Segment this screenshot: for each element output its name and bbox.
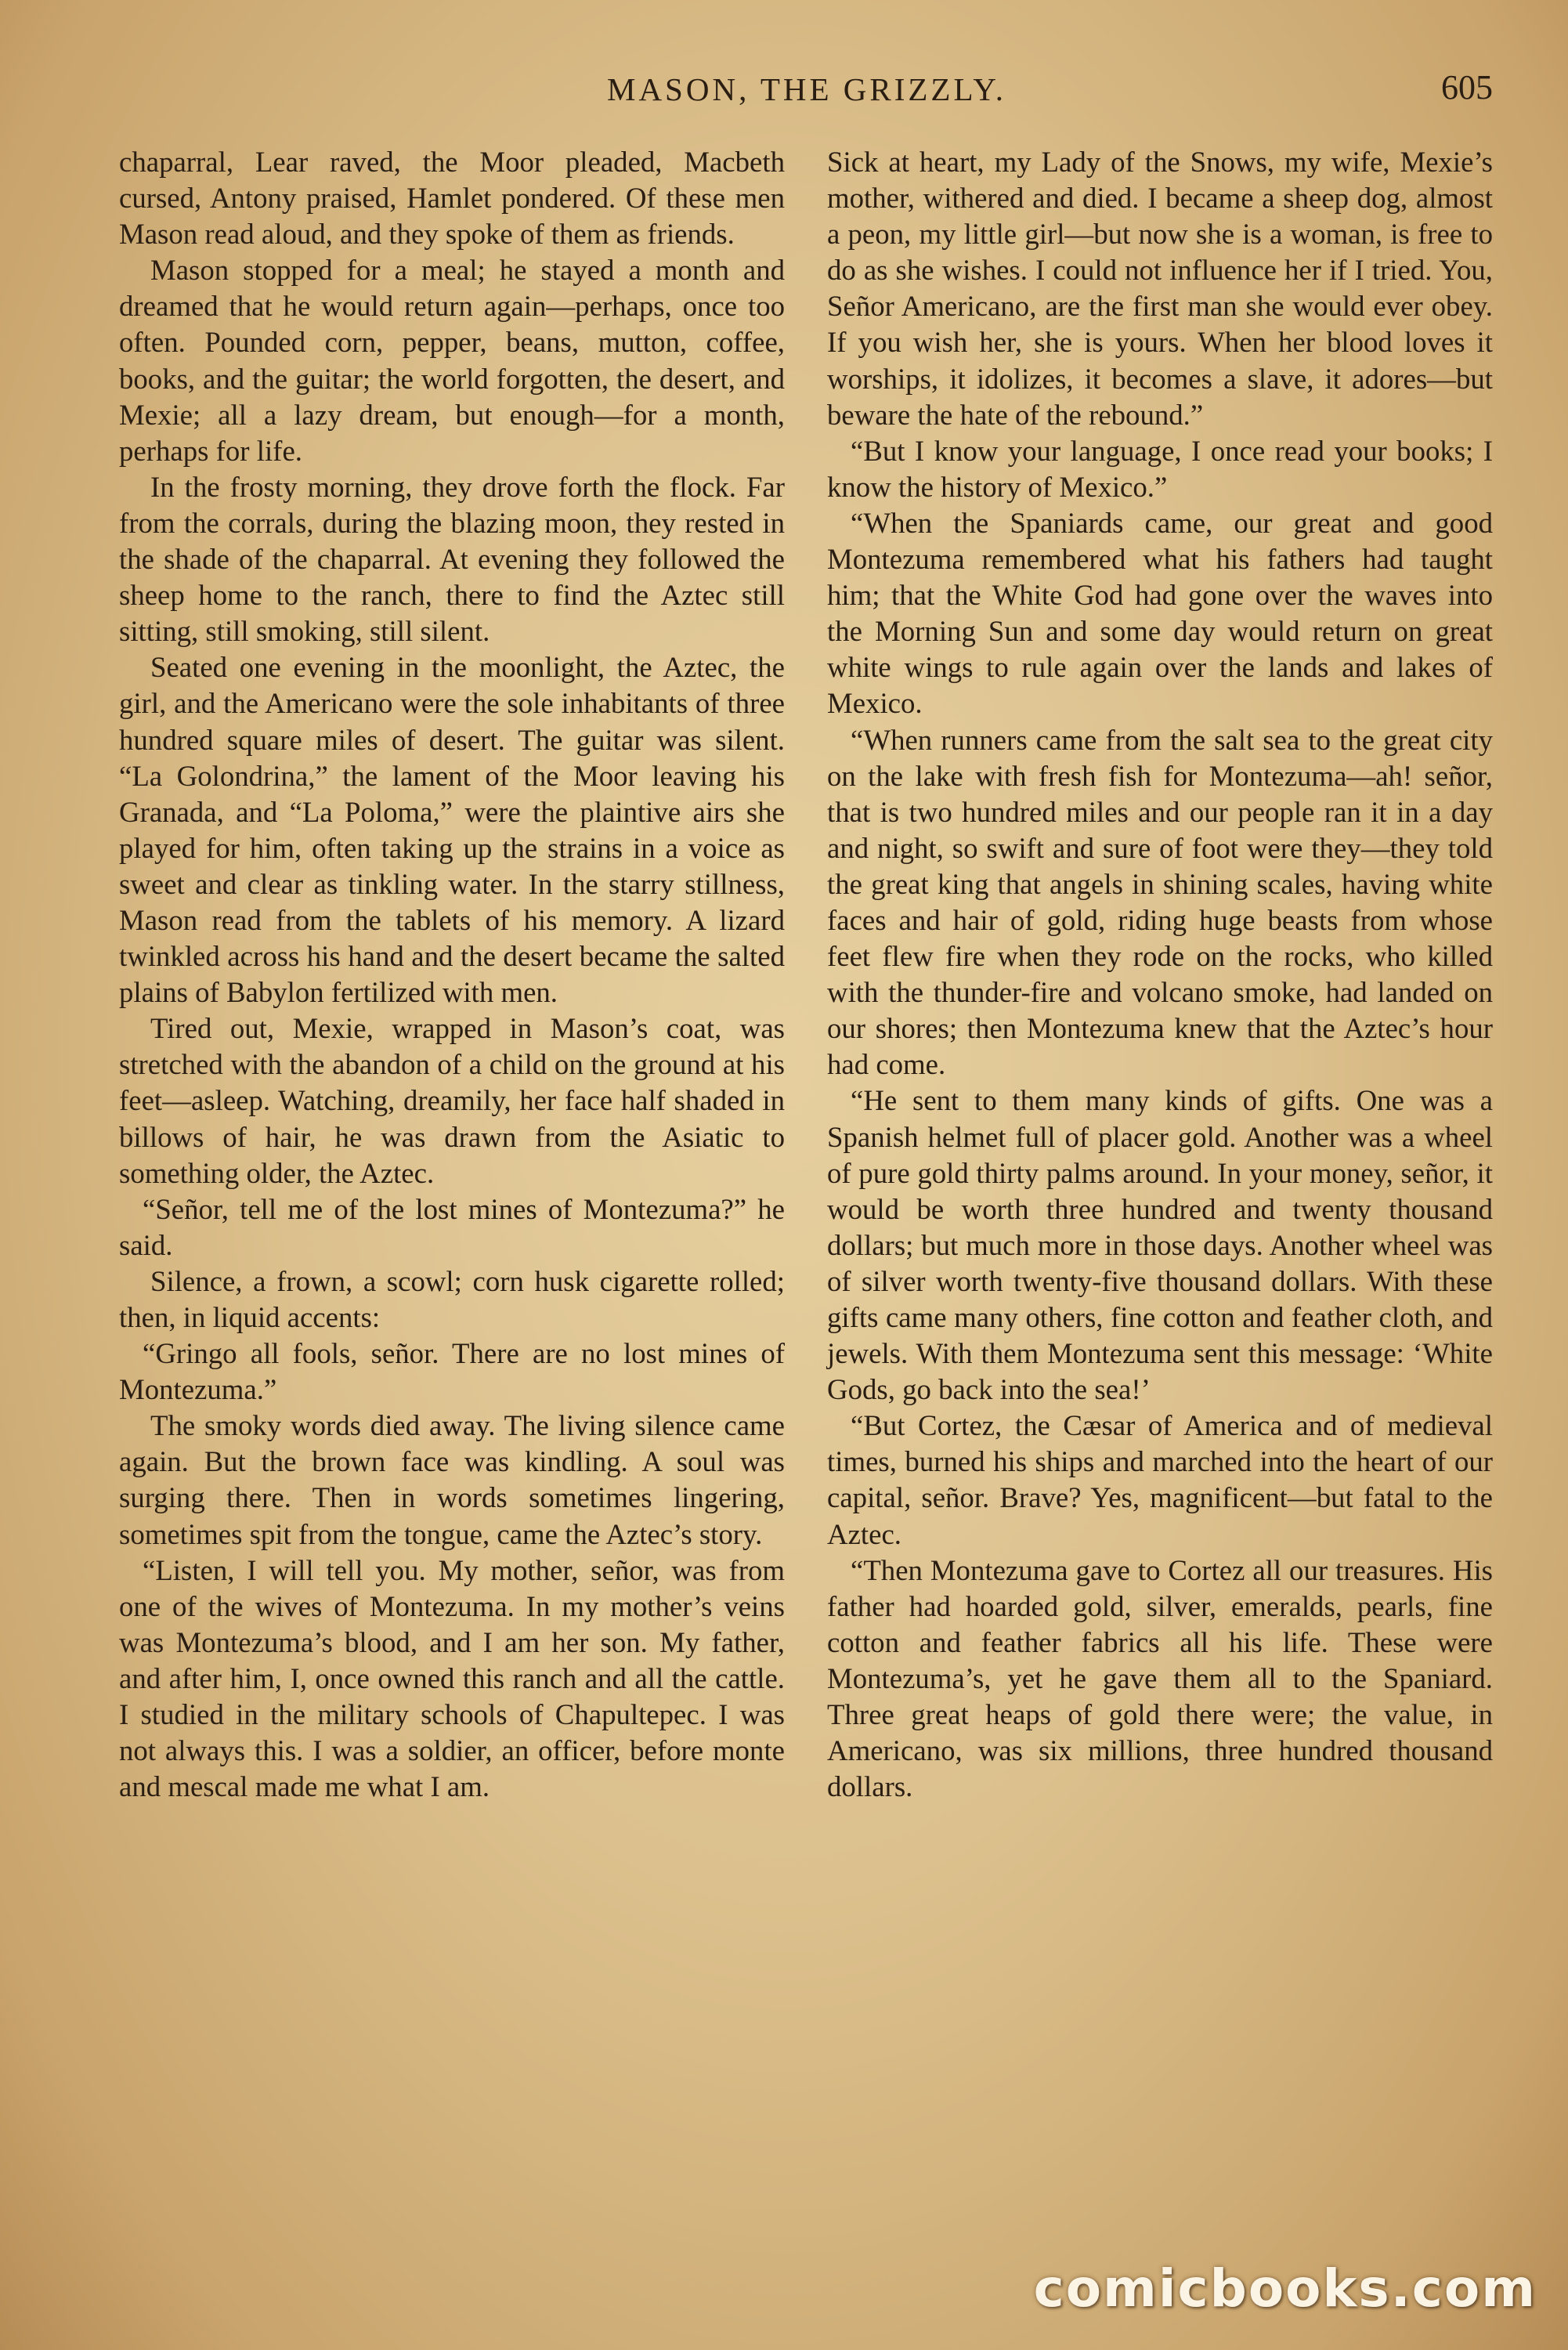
paragraph: “Then Montezuma gave to Cortez all our treasures. His father had hoarded gold, silver, emeralds, pearls, fine cotton and feather fabrics all his life. These were Montezuma’s, yet he gave them all to the Spaniard. Three great heaps of gold there were; the value, in Americano, was six millions, three hundred thousand dollars. bbox=[827, 1553, 1493, 1803]
paragraph: “But I know your language, I once read your books; I know the history of Mexico.” bbox=[827, 434, 1493, 503]
paragraph: Mason stopped for a meal; he stayed a month and dreamed that he would return again—perhaps, once too often. Pounded corn, pepper, beans, mutton, coffee, books, and the guitar; the world forgotten, the desert, and Mexie; all a lazy dream, but enough—for a month, perhaps for life. bbox=[119, 254, 785, 467]
paragraph: Sick at heart, my Lady of the Snows, my wife, Mexie’s mother, withered and died. I became a sheep dog, almost a peon, my little girl—but now she is a woman, is free to do as she wishes. I could not influence her if I tried. You, Señor Americano, are the first man she would ever obey. If you wish her, she is yours. When her blood loves it worships, it idolizes, it becomes a slave, it adores—but beware the hate of the rebound.” bbox=[827, 146, 1493, 431]
paragraph: “Listen, I will tell you. My mother, señor, was from one of the wives of Montezuma. In my mother’s veins was Montezuma’s blood, and I am her son. My father, and after him, I, once owned this ranch and all the cattle. I studied in the military schools of Chapultepec. I was not always this. I was a soldier, an officer, before monte and mescal made me what I am. bbox=[119, 1553, 785, 1803]
right-column bbox=[827, 144, 1493, 1805]
running-title: MASON, THE GRIZZLY. bbox=[606, 71, 1006, 107]
paragraph: “He sent to them many kinds of gifts. One was a Spanish helmet full of placer gold. Another was a wheel of pure gold thirty palms around. In your money, señor, it would be worth three hundred and twenty thousand dollars; but much more in those days. Another wheel was of silver worth twenty-five thousand dollars. With these gifts came many others, fine cotton and feather cloth, and jewels. With them Montezuma sent this message: ‘White Gods, go back into the sea!’ bbox=[827, 1084, 1493, 1406]
paragraph: Tired out, Mexie, wrapped in Mason’s coat, was stretched with the abandon of a child on the ground at his feet—asleep. Watching, dreamily, her face half shaded in billows of hair, he was drawn from the Asiatic to something older, the Aztec. bbox=[119, 1012, 785, 1189]
paragraph: “Señor, tell me of the lost mines of Montezuma?” he said. bbox=[119, 1192, 785, 1261]
paragraph: chaparral, Lear raved, the Moor pleaded, Macbeth cursed, Antony praised, Hamlet pondered. Of these men Mason read aloud, and they spoke of them as friends. bbox=[119, 146, 785, 251]
watermark: comicbooks.com bbox=[1033, 2258, 1537, 2319]
paragraph: Seated one evening in the moonlight, the Aztec, the girl, and the Americano were the sole inhabitants of three hundred square miles of desert. The guitar was silent. “La Golondrina,” the lament of the Moor leaving his Granada, and “La Poloma,” were the plaintive airs she played for him, often taking up the strains in a voice as sweet and clear as tinkling water. In the starry stillness, Mason read from the tablets of his memory. A lizard twinkled across his hand and the desert became the salted plains of Babylon fertilized with men. bbox=[119, 651, 785, 1009]
page-header bbox=[117, 64, 1496, 111]
paragraph: “When the Spaniards came, our great and good Montezuma remembered what his fathers had taught him; that the White God had gone over the waves into the Morning Sun and some day would return on great white wings to rule again over the lands and lakes of Mexico. bbox=[827, 506, 1493, 720]
paragraph: In the frosty morning, they drove forth the flock. Far from the corrals, during the blazing moon, they rested in the shade of the chaparral. At evening they followed the sheep home to the ranch, there to find the Aztec still sitting, still smoking, still silent. bbox=[119, 470, 785, 648]
paragraph: “Gringo all fools, señor. There are no lost mines of Montezuma.” bbox=[119, 1337, 785, 1406]
page-number: 605 bbox=[1441, 68, 1493, 107]
paragraph: Silence, a frown, a scowl; corn husk cigarette rolled; then, in liquid accents: bbox=[119, 1264, 785, 1333]
left-column bbox=[119, 144, 785, 1805]
paragraph: “When runners came from the salt sea to the great city on the lake with fresh fish for Montezuma—ah! señor, that is two hundred miles and our people ran it in a day and night, so swift and sure of foot were they—they told the great king that angels in shining scales, having white faces and hair of gold, riding huge beasts from whose feet flew fire when they rode on the rocks, who killed with the thunder-fire and volcano smoke, had landed on our shores; then Montezuma knew that the Aztec’s hour had come. bbox=[827, 723, 1493, 1081]
paragraph: The smoky words died away. The living silence came again. But the brown face was kindling. A soul was surging there. Then in words sometimes lingering, sometimes spit from the tongue, came the Aztec’s story. bbox=[119, 1409, 785, 1550]
paragraph: “But Cortez, the Cæsar of America and of medieval times, burned his ships and marched into the heart of our capital, señor. Brave? Yes, magnificent—but fatal to the Aztec. bbox=[827, 1409, 1493, 1550]
